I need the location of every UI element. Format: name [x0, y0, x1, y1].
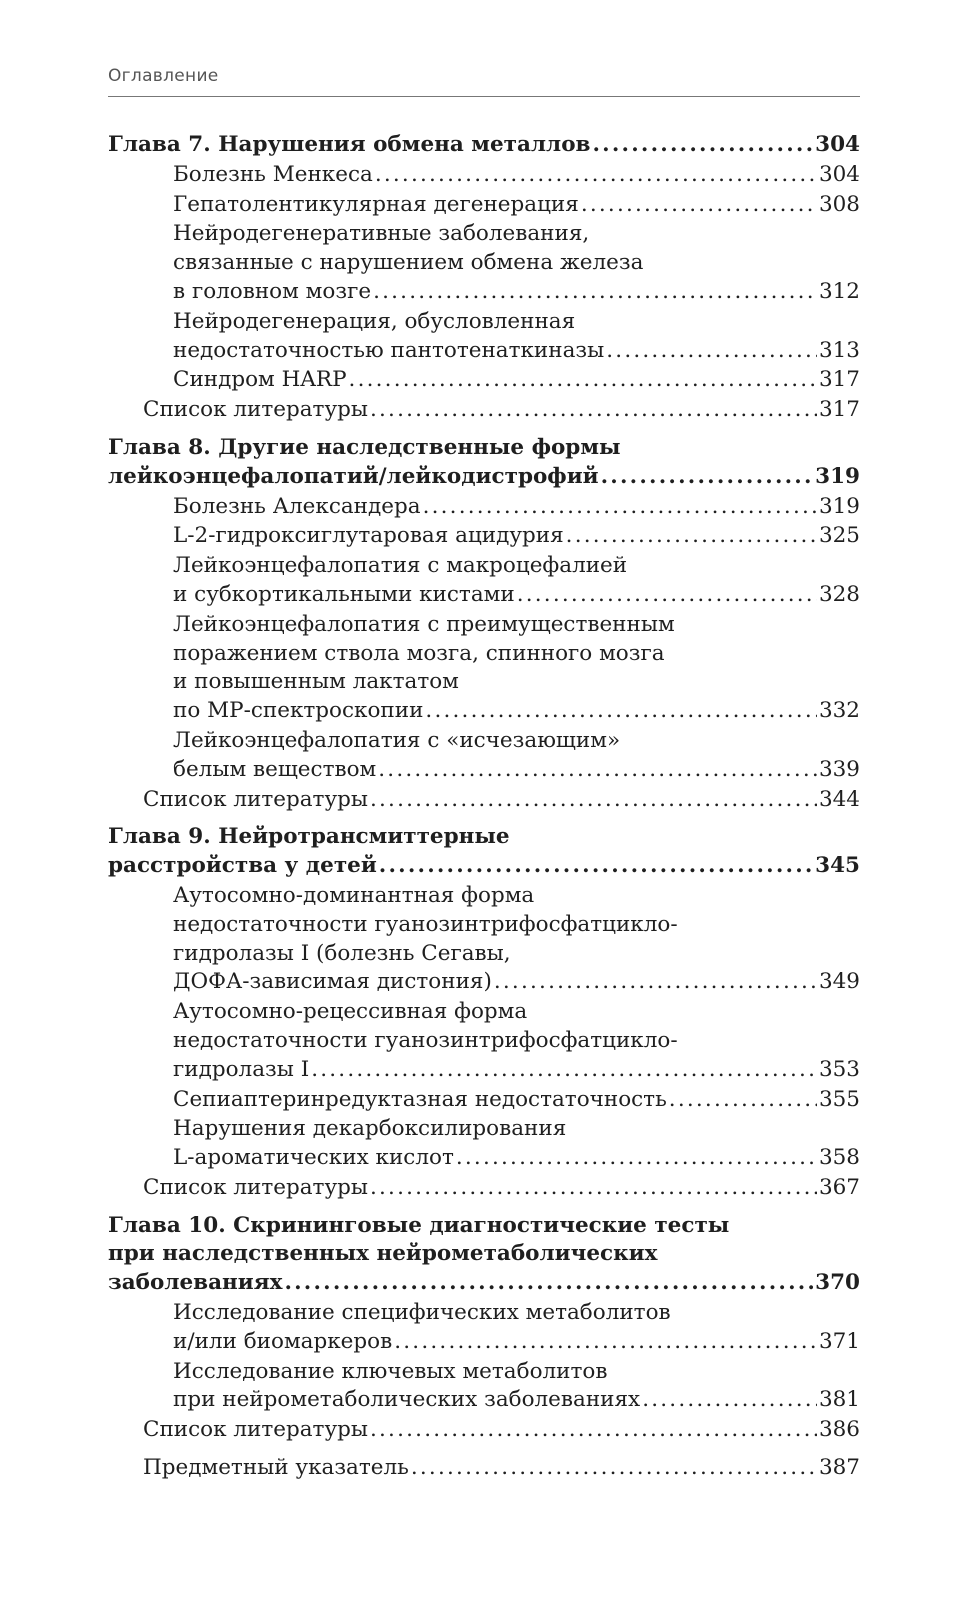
- entry-last-line: [173, 756, 860, 785]
- chapter-section: [108, 131, 860, 425]
- page-number: 367: [818, 1174, 860, 1200]
- entry-line: связанные с нарушением обмена железа: [173, 250, 644, 276]
- entry-title: при нейрометаболических заболеваниях: [173, 1387, 641, 1413]
- entry-line: Лейкоэнцефалопатия с макроцефалией: [173, 553, 628, 579]
- section-entry[interactable]: [108, 611, 860, 726]
- section-entry[interactable]: [108, 1115, 860, 1173]
- dot-leader: [370, 786, 817, 815]
- chapter-section: [108, 1454, 860, 1483]
- entry-last-line: [173, 1086, 860, 1115]
- entry-line: и повышенным лактатом: [173, 669, 459, 695]
- entry-title: в головном мозге: [173, 278, 372, 304]
- entry-last-line: [173, 697, 860, 726]
- page-number: 355: [818, 1086, 860, 1112]
- entry-last-line: [173, 161, 860, 190]
- page-number: 353: [818, 1056, 860, 1082]
- table-of-contents: [108, 130, 860, 1483]
- page-number: 319: [815, 463, 860, 489]
- entry-last-line: [143, 396, 860, 425]
- entry-last-line: [173, 191, 860, 220]
- entry-line: недостаточности гуанозинтрифосфатцикло-: [173, 911, 678, 937]
- entry-title: по МР-спектроскопии: [173, 698, 424, 724]
- entry-title: расстройства у детей: [108, 853, 377, 879]
- page-number: 328: [818, 581, 860, 607]
- entry-line: Лейкоэнцефалопатия с преимущественным: [173, 611, 675, 637]
- entry-line: Лейкоэнцефалопатия с «исчезающим»: [173, 727, 621, 753]
- entry-title: Список литературы: [143, 1417, 368, 1443]
- dot-leader: [456, 1144, 817, 1173]
- page-number: 381: [818, 1387, 860, 1413]
- entry-last-line: [173, 366, 860, 395]
- entry-last-line: [173, 1386, 860, 1415]
- page-number: 304: [815, 132, 860, 157]
- page-number: 312: [818, 278, 860, 304]
- entry-last-line: [143, 786, 860, 815]
- chapter-section: [108, 1212, 860, 1445]
- page-number: 386: [818, 1417, 860, 1443]
- page-number: 387: [818, 1455, 860, 1481]
- section-entry[interactable]: [108, 727, 860, 785]
- entry-line: Глава 10. Скрининговые диагностические тесты: [108, 1212, 730, 1238]
- entry-line: Нарушения декарбоксилирования: [173, 1116, 567, 1142]
- dot-leader: [642, 1386, 817, 1415]
- entry-last-line: [173, 1328, 860, 1357]
- dot-leader: [411, 1454, 817, 1483]
- chapter-heading[interactable]: [108, 131, 860, 160]
- dot-leader: [517, 581, 817, 610]
- entry-title: Список литературы: [143, 1174, 368, 1200]
- dot-leader: [370, 1174, 817, 1203]
- entry-last-line: [143, 1454, 860, 1483]
- dot-leader: [425, 697, 817, 726]
- entry-title: L-ароматических кислот: [173, 1145, 454, 1171]
- entry-title: Список литературы: [143, 397, 368, 423]
- section-entry[interactable]: [108, 882, 860, 997]
- entry-line: гидролазы I (болезнь Сегавы,: [173, 940, 511, 966]
- entry-last-line: [108, 463, 860, 492]
- dot-leader: [566, 522, 817, 551]
- references-entry[interactable]: [108, 1416, 860, 1445]
- chapter-heading[interactable]: [108, 1212, 860, 1298]
- section-entry[interactable]: [108, 1358, 860, 1416]
- chapter-section: [108, 434, 860, 814]
- dot-leader: [378, 756, 817, 785]
- page-number: 325: [818, 523, 860, 549]
- references-entry[interactable]: [108, 1174, 860, 1203]
- page-number: 370: [815, 1270, 860, 1296]
- entry-line: Нейродегенерация, обусловленная: [173, 308, 576, 334]
- dot-leader: [394, 1328, 817, 1357]
- entry-title: Глава 7. Нарушения обмена металлов: [108, 132, 591, 157]
- chapter-heading[interactable]: [108, 823, 860, 881]
- entry-last-line: [108, 1269, 860, 1298]
- entry-last-line: [173, 278, 860, 307]
- section-entry[interactable]: [108, 1299, 860, 1357]
- index-entry[interactable]: [108, 1454, 860, 1483]
- running-header: Оглавление: [108, 66, 219, 86]
- entry-last-line: [173, 581, 860, 610]
- page-number: 332: [818, 698, 860, 724]
- page-number: 317: [818, 367, 860, 393]
- entry-line: Исследование ключевых метаболитов: [173, 1358, 608, 1384]
- entry-title: Болезнь Менкеса: [173, 161, 373, 187]
- dot-leader: [373, 278, 817, 307]
- page-number: 358: [818, 1145, 860, 1171]
- page-number: 345: [815, 853, 860, 879]
- entry-title: Гепатолентикулярная дегенерация: [173, 191, 579, 217]
- dot-leader: [606, 337, 817, 366]
- dot-leader: [669, 1086, 817, 1115]
- entry-last-line: [173, 1056, 860, 1085]
- references-entry[interactable]: [108, 786, 860, 815]
- entry-last-line: [108, 852, 860, 881]
- chapter-heading[interactable]: [108, 434, 860, 492]
- dot-leader: [349, 366, 817, 395]
- dot-leader: [601, 463, 814, 492]
- section-entry[interactable]: [108, 1086, 860, 1115]
- section-entry[interactable]: [108, 161, 860, 190]
- entry-line: Аутосомно-рецессивная форма: [173, 999, 528, 1025]
- entry-last-line: [143, 1416, 860, 1445]
- entry-last-line: [173, 493, 860, 522]
- dot-leader: [379, 852, 813, 881]
- entry-title: Болезнь Александера: [173, 493, 421, 519]
- entry-title: ДОФА-зависимая дистония): [173, 969, 492, 995]
- entry-last-line: [108, 131, 860, 160]
- entry-title: и/или биомаркеров: [173, 1328, 393, 1354]
- entry-last-line: [143, 1174, 860, 1203]
- page-number: 304: [818, 161, 860, 187]
- entry-title: Сепиаптеринредуктазная недостаточность: [173, 1086, 667, 1112]
- dot-leader: [593, 131, 814, 160]
- page-number: 371: [818, 1328, 860, 1354]
- entry-title: недостаточностью пантотенаткиназы: [173, 337, 605, 363]
- entry-last-line: [173, 337, 860, 366]
- entry-line: недостаточности гуанозинтрифосфатцикло-: [173, 1027, 678, 1053]
- dot-leader: [375, 161, 817, 190]
- entry-line: Аутосомно-доминантная форма: [173, 882, 535, 908]
- entry-title: гидролазы I: [173, 1056, 310, 1082]
- entry-line: Исследование специфических метаболитов: [173, 1300, 671, 1326]
- entry-title: Список литературы: [143, 786, 368, 812]
- dot-leader: [423, 493, 817, 522]
- dot-leader: [311, 1056, 817, 1085]
- page-number: 317: [818, 397, 860, 423]
- entry-title: заболеваниях: [108, 1270, 283, 1296]
- entry-title: Синдром HARP: [173, 367, 347, 393]
- section-entry[interactable]: [108, 366, 860, 395]
- entry-line: Нейродегенеративные заболевания,: [173, 221, 590, 247]
- entry-title: L-2-гидроксиглутаровая ацидурия: [173, 523, 564, 549]
- section-entry[interactable]: [108, 552, 860, 610]
- page-number: 349: [818, 969, 860, 995]
- dot-leader: [581, 191, 817, 220]
- dot-leader: [370, 1416, 817, 1445]
- entry-last-line: [173, 1144, 860, 1173]
- entry-title: Предметный указатель: [143, 1455, 409, 1481]
- entry-line: поражением ствола мозга, спинного мозга: [173, 640, 665, 666]
- section-entry[interactable]: [108, 493, 860, 522]
- entry-line: Глава 9. Нейротрансмиттерные: [108, 824, 510, 850]
- chapter-section: [108, 823, 860, 1202]
- references-entry[interactable]: [108, 396, 860, 425]
- entry-last-line: [173, 968, 860, 997]
- section-entry[interactable]: [108, 522, 860, 551]
- entry-line: Глава 8. Другие наследственные формы: [108, 434, 621, 460]
- header-rule: [108, 96, 860, 97]
- page-number: 339: [818, 756, 860, 782]
- entry-title: белым веществом: [173, 756, 377, 782]
- page-number: 313: [818, 337, 860, 363]
- section-entry[interactable]: [108, 998, 860, 1084]
- section-entry[interactable]: [108, 191, 860, 220]
- section-entry[interactable]: [108, 220, 860, 306]
- section-entry[interactable]: [108, 308, 860, 366]
- entry-title: и субкортикальными кистами: [173, 581, 515, 607]
- dot-leader: [494, 968, 817, 997]
- entry-last-line: [173, 522, 860, 551]
- entry-line: при наследственных нейрометаболических: [108, 1241, 658, 1267]
- page-number: 308: [818, 191, 860, 217]
- dot-leader: [370, 396, 817, 425]
- dot-leader: [284, 1269, 813, 1298]
- page-number: 344: [818, 786, 860, 812]
- page-number: 319: [818, 493, 860, 519]
- entry-title: лейкоэнцефалопатий/лейкодистрофий: [108, 463, 599, 489]
